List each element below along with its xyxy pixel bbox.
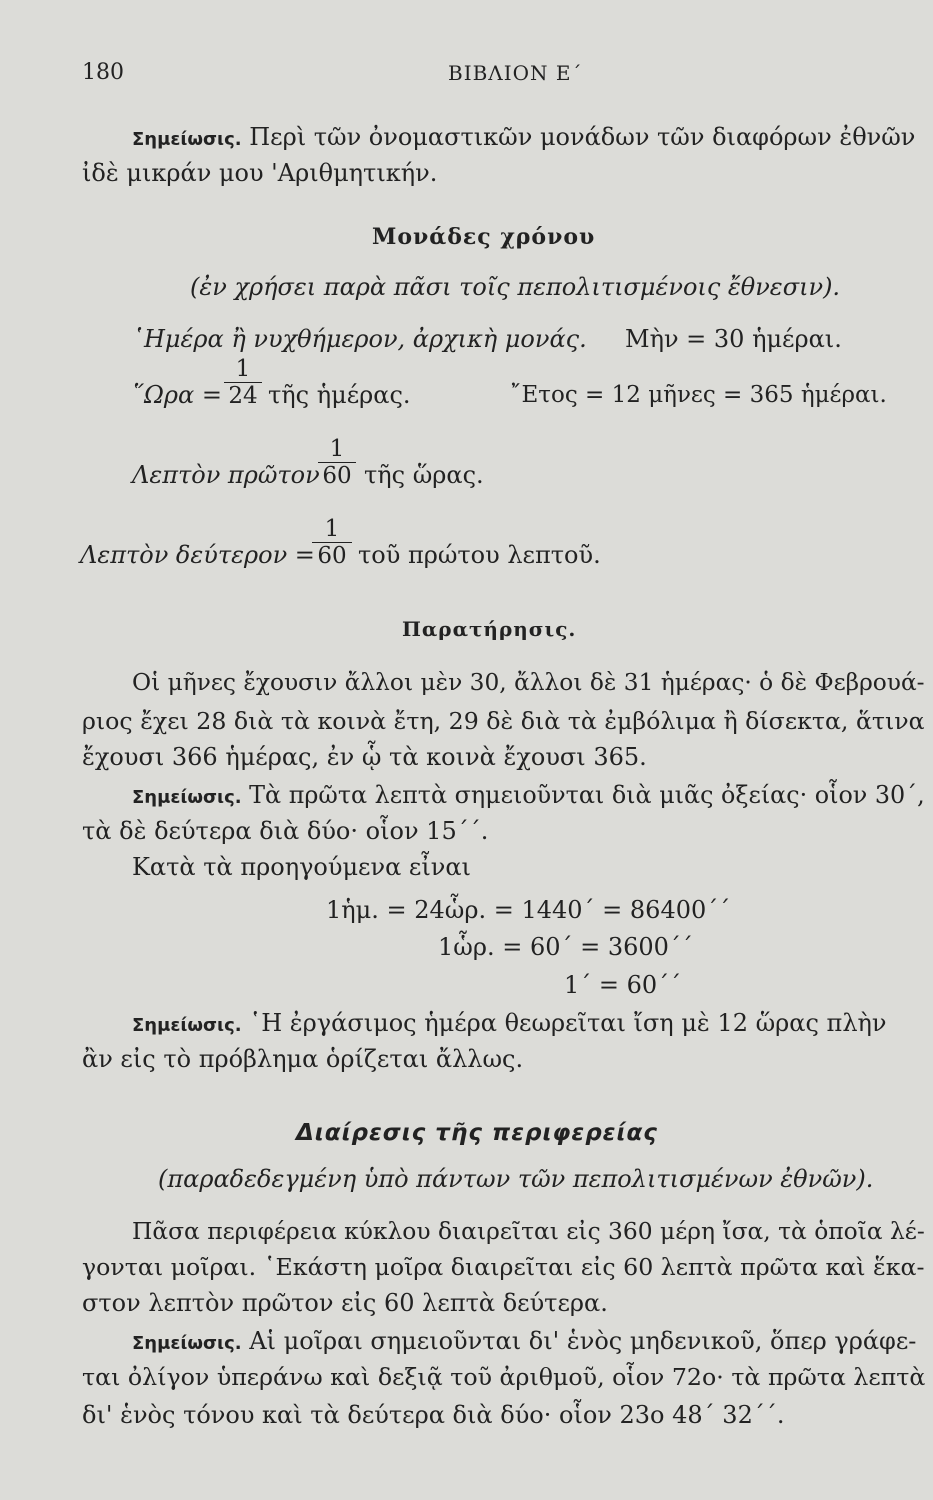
month-definition: Μὴν = 30 ἡμέραι. — [625, 325, 842, 353]
note-label: Σημείωσις. — [132, 129, 242, 150]
fraction-denominator: 60 — [322, 463, 352, 489]
note-text-line: ἂν εἰς τὸ πρόβλημα ὁρίζεται ἄλλως. — [82, 1045, 524, 1073]
note-paragraph — [132, 122, 915, 155]
fraction-denominator: 24 — [228, 383, 258, 409]
minute-fraction — [318, 436, 356, 489]
hour-rhs: τῆς ἡμέρας. — [268, 381, 411, 409]
note-paragraph — [132, 780, 925, 813]
note-text: Αἱ μοῖραι σημειοῦνται δι' ἑνὸς μηδενικοῦ, ὅπερ γράφε- — [249, 1327, 917, 1355]
observation-line: Οἱ μῆνες ἔχουσιν ἄλλοι μὲν 30, ἄλλοι δὲ 31 ἡμέρας· ὁ δὲ Φεβρουά- — [132, 669, 925, 696]
equation-line: 1ὧρ. = 60΄ = 3600΄΄ — [438, 933, 693, 961]
minute-rhs: τῆς ὥρας. — [364, 461, 484, 489]
section-heading: Μονάδες χρόνου — [372, 224, 596, 250]
fraction-numerator: 1 — [329, 436, 345, 462]
note-text-line: δι' ἑνὸς τόνου καὶ τὰ δεύτερα διὰ δύο· οἷον 23ο 48΄ 32΄΄. — [82, 1401, 785, 1429]
division-line: Πᾶσα περιφέρεια κύκλου διαιρεῖται εἰς 360 μέρη ἴσα, τὰ ὁποῖα λέ- — [132, 1217, 925, 1245]
division-line: στον λεπτὸν πρῶτον εἰς 60 λεπτὰ δεύτερα. — [82, 1289, 608, 1317]
note-text-line: ται ὀλίγον ὑπεράνω καὶ δεξιᾷ τοῦ ἀριθμοῦ, οἷον 72ο· τὰ πρῶτα λεπτὰ — [82, 1363, 926, 1391]
note-label: Σημείωσις. — [132, 787, 242, 808]
note-text-line: τὰ δὲ δεύτερα διὰ δύο· οἷον 15΄΄. — [82, 817, 489, 845]
observation-line: ἔχουσι 366 ἡμέρας, ἐν ᾧ τὰ κοινὰ ἔχουσι 365. — [82, 743, 647, 771]
note-text: ῾Η ἐργάσιμος ἡμέρα θεωρεῖται ἴση μὲ 12 ὥρας πλὴν — [249, 1009, 887, 1037]
note-text: Περὶ τῶν ὀνομαστικῶν μονάδων τῶν διαφόρων ἐθνῶν — [249, 123, 916, 151]
section-subtitle: (ἐν χρήσει παρὰ πᾶσι τοῖς πεπολιτισμένοις ἔθνεσιν). — [190, 273, 841, 301]
division-line: γονται μοῖραι. ῾Εκάστη μοῖρα διαιρεῖται εἰς 60 λεπτὰ πρῶτα καὶ ἕκα- — [82, 1253, 925, 1281]
section-heading: Διαίρεσις τῆς περιφερείας — [296, 1120, 658, 1146]
note-paragraph — [132, 1326, 916, 1359]
hour-fraction — [224, 356, 262, 409]
intro-line: Κατὰ τὰ προηγούμενα εἶναι — [132, 853, 471, 881]
section-subtitle: (παραδεδεγμένη ὑπὸ πάντων τῶν πεπολιτισμένων ἐθνῶν). — [158, 1165, 874, 1193]
fraction-numerator: 1 — [324, 516, 340, 542]
page-number: 180 — [82, 60, 124, 85]
observation-line: ριος ἔχει 28 διὰ τὰ κοινὰ ἔτη, 29 δὲ διὰ τὰ ἐμβόλιμα ἢ δίσεκτα, ἅτινα — [82, 707, 925, 735]
minute-lhs: Λεπτὸν πρῶτον — [132, 461, 320, 489]
note-label: Σημείωσις. — [132, 1333, 242, 1354]
observation-heading: Παρατήρησις. — [402, 617, 577, 641]
equation-line: 1΄ = 60΄΄ — [564, 971, 682, 999]
running-title: ΒΙΒΛΙΟΝ Ε΄ — [448, 61, 583, 85]
hour-lhs: ῞Ωρα = — [132, 381, 222, 409]
note-label: Σημείωσις. — [132, 1015, 242, 1036]
day-definition: ῾Ημέρα ἢ νυχθήμερον, ἀρχικὴ μονάς. — [132, 325, 587, 353]
note-paragraph — [132, 1008, 887, 1041]
fraction-denominator: 60 — [317, 543, 347, 569]
note-text-line: ἰδὲ μικράν μου 'Αριθμητικήν. — [82, 159, 438, 187]
note-text: Τὰ πρῶτα λεπτὰ σημειοῦνται διὰ μιᾶς ὀξείας· οἷον 30΄, — [249, 781, 925, 809]
second-lhs: Λεπτὸν δεύτερον = — [80, 541, 315, 569]
fraction-numerator: 1 — [235, 356, 251, 382]
year-definition: ῎Ετος = 12 μῆνες = 365 ἡμέραι. — [510, 382, 887, 408]
second-rhs: τοῦ πρώτου λεπτοῦ. — [358, 541, 601, 569]
second-fraction — [312, 516, 352, 569]
equation-line: 1ἡμ. = 24ὧρ. = 1440΄ = 86400΄΄ — [326, 896, 731, 924]
